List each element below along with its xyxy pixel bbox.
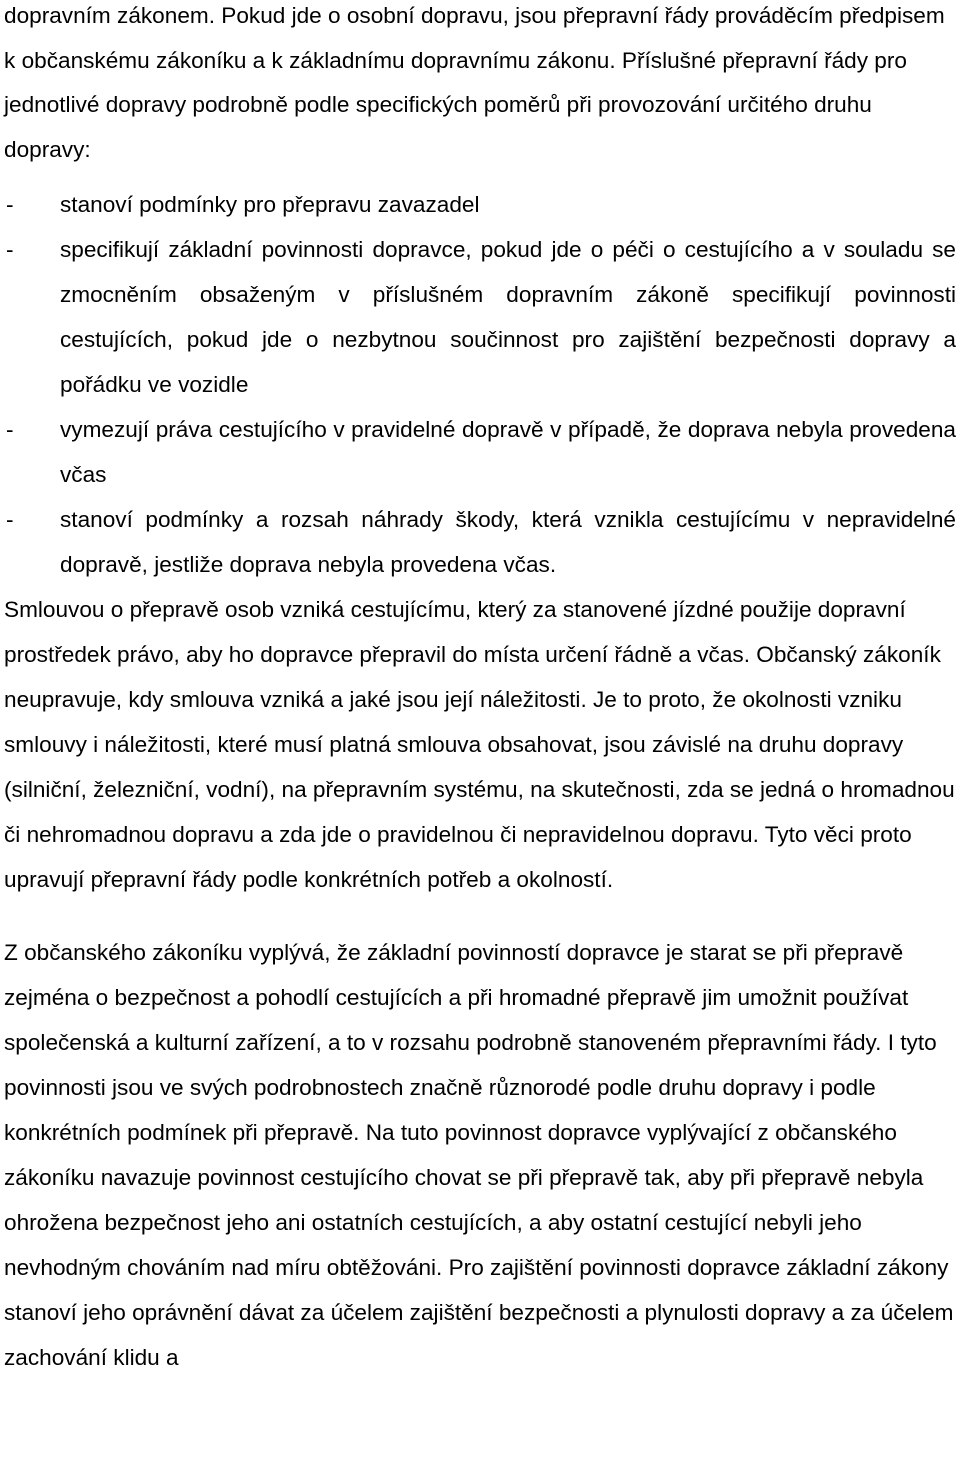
document-page [4, 0, 956, 1380]
list-dash: - [6, 237, 14, 262]
carrier-duties-paragraph: Z občanského zákoníku vyplývá, že základní povinností dopravce je starat se při přepravě zejména o bezpečnost a pohodlí cestujících a při hromadné přepravě jim umožnit používat společenská a kulturní zařízení, a to v rozsahu podrobně stanoveném přepravními řády. I tyto povinnosti jsou ve svých podrobnostech značně různorodé podle druhu dopravy i podle konkrétních podmínek při přepravě. Na tuto povinnost dopravce vyplývající z občanského zákoníku navazuje povinnost cestujícího chovat se při přepravě tak, aby při přepravě nebyla ohrožena bezpečnost jeho ani ostatních cestujících, a aby ostatní cestující nebyli jeho nevhodným chováním nad míru obtěžováni. Pro zajištění povinnosti dopravce základní zákony stanoví jeho oprávnění dávat za účelem zajištění bezpečnosti a plynulosti dopravy a za účelem zachování klidu a [4, 940, 954, 1370]
list-item [4, 497, 956, 587]
intro-paragraph: dopravním zákonem. Pokud jde o osobní dopravu, jsou přepravní řády prováděcím předpisem k občanskému zákoníku a k základnímu dopravnímu zákonu. Příslušné přepravní řády pro jednotlivé dopravy podrobně podle specifických poměrů při provozování určitého druhu dopravy: [4, 3, 945, 162]
list-dash: - [6, 192, 14, 217]
list-item-text: stanoví podmínky a rozsah náhrady škody, která vznikla cestujícímu v nepravidelné dopravě, jestliže doprava nebyla provedena včas. [60, 507, 956, 577]
list-dash: - [6, 417, 14, 442]
regulation-list [4, 182, 956, 587]
list-item [4, 227, 956, 407]
list-dash: - [6, 507, 14, 532]
list-item-text: vymezují práva cestujícího v pravidelné dopravě v případě, že doprava nebyla provedena včas [60, 417, 956, 487]
list-item [4, 182, 956, 227]
contract-paragraph: Smlouvou o přepravě osob vzniká cestujícímu, který za stanovené jízdné použije dopravní prostředek právo, aby ho dopravce přepravil do místa určení řádně a včas. Občanský zákoník neupravuje, kdy smlouva vzniká a jaké jsou její náležitosti. Je to proto, že okolnosti vzniku smlouvy i náležitosti, které musí platná smlouva obsahovat, jsou závislé na druhu dopravy (silniční, železniční, vodní), na přepravním systému, na skutečnosti, zda se jedná o hromadnou či nehromadnou dopravu a zda jde o pravidelnou či nepravidelnou dopravu. Tyto věci proto upravují přepravní řády podle konkrétních potřeb a okolností. [4, 597, 955, 892]
list-item-text: stanoví podmínky pro přepravu zavazadel [60, 192, 480, 217]
list-item-text: specifikují základní povinnosti dopravce, pokud jde o péči o cestujícího a v souladu se zmocněním obsaženým v příslušném dopravním zákoně specifikují povinnosti cestujících, pokud jde o nezbytnou součinnost pro zajištění bezpečnosti dopravy a pořádku ve vozidle [60, 237, 956, 397]
list-item [4, 407, 956, 497]
